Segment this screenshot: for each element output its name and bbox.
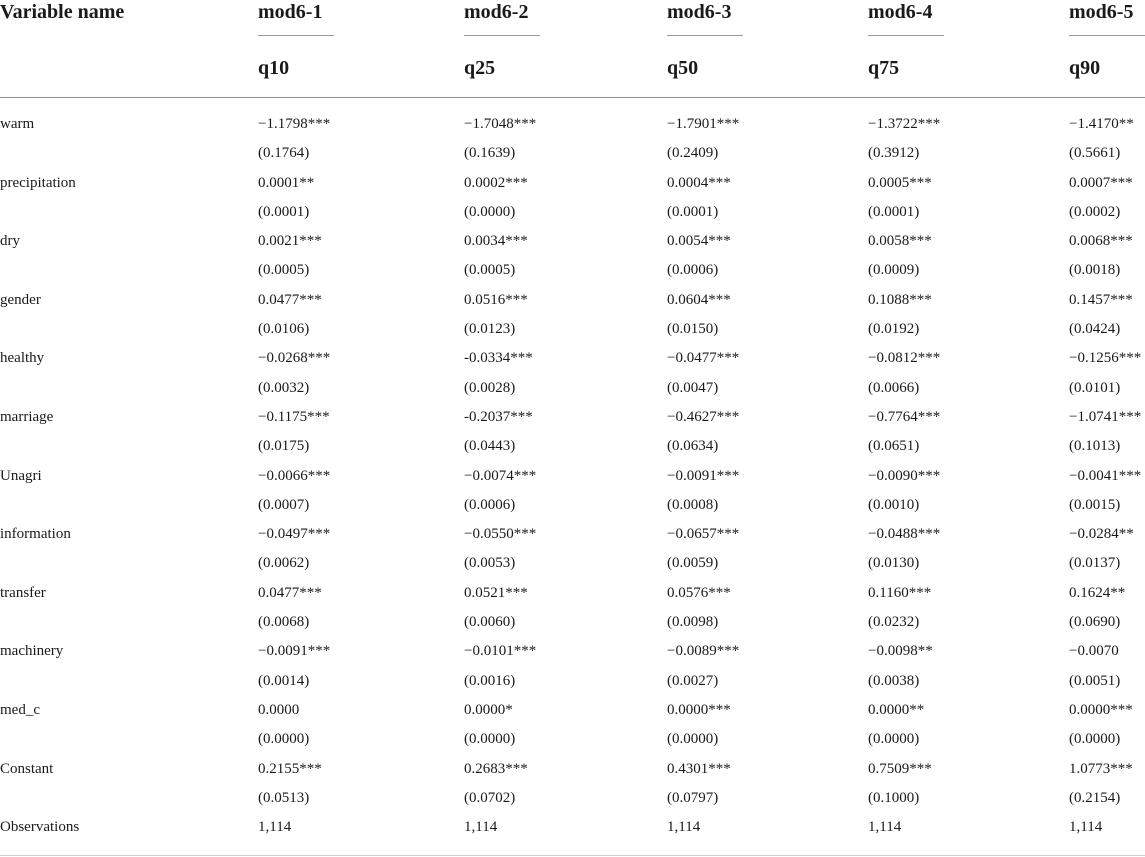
standard-error-cell: (0.0032) bbox=[258, 379, 310, 396]
coefficient-row bbox=[0, 637, 1145, 666]
observations-cell: 1,114 bbox=[667, 819, 701, 836]
observations-label: Observations bbox=[0, 819, 80, 836]
standard-error-cell: (0.0192) bbox=[868, 321, 920, 338]
coefficient-cell: 0.0000*** bbox=[667, 701, 731, 718]
empty-cell bbox=[0, 256, 258, 285]
coefficient-cell: 0.1088*** bbox=[868, 291, 932, 308]
coefficient-cell: 0.4301*** bbox=[667, 760, 731, 777]
coefficient-cell: −0.0477*** bbox=[667, 350, 740, 367]
model-header-3: mod6-3 bbox=[667, 0, 868, 52]
coefficient-cell: −0.0091*** bbox=[258, 643, 331, 660]
coefficient-cell: 0.1457*** bbox=[1069, 291, 1133, 308]
empty-cell bbox=[0, 667, 258, 696]
coefficient-cell: 0.0521*** bbox=[464, 584, 528, 601]
standard-error-cell: (0.2409) bbox=[667, 145, 719, 162]
coefficient-cell: −0.0497*** bbox=[258, 526, 331, 543]
variable-name-cell: transfer bbox=[0, 584, 46, 601]
standard-error-cell: (0.0014) bbox=[258, 672, 310, 689]
standard-error-cell: (0.3912) bbox=[868, 145, 920, 162]
empty-cell bbox=[0, 432, 258, 461]
standard-error-cell: (0.0066) bbox=[868, 379, 920, 396]
empty-cell bbox=[0, 784, 258, 813]
coefficient-cell: −0.0070 bbox=[1069, 643, 1119, 660]
variable-name-cell: precipitation bbox=[0, 174, 76, 191]
model-header-4: mod6-4 bbox=[868, 0, 1069, 52]
coefficient-cell: 0.7509*** bbox=[868, 760, 932, 777]
standard-error-cell: (0.0000) bbox=[667, 731, 719, 748]
empty-cell bbox=[0, 549, 258, 578]
coefficient-cell: 0.0000** bbox=[868, 701, 925, 718]
coefficient-cell: 0.0058*** bbox=[868, 233, 932, 250]
standard-error-cell: (0.0002) bbox=[1069, 203, 1121, 220]
header-underline bbox=[258, 35, 334, 36]
standard-error-row bbox=[0, 608, 1145, 637]
standard-error-cell: (0.0424) bbox=[1069, 321, 1121, 338]
table-header bbox=[0, 0, 1145, 98]
coefficient-cell: −0.0550*** bbox=[464, 526, 537, 543]
coefficient-row bbox=[0, 169, 1145, 198]
coefficient-cell: 0.0034*** bbox=[464, 233, 528, 250]
empty-cell bbox=[0, 608, 258, 637]
coefficient-cell: 0.0000 bbox=[258, 701, 300, 718]
standard-error-row bbox=[0, 256, 1145, 285]
coefficient-cell: −0.0268*** bbox=[258, 350, 331, 367]
coefficient-cell: 0.0000* bbox=[464, 701, 513, 718]
coefficient-row bbox=[0, 462, 1145, 491]
standard-error-row bbox=[0, 491, 1145, 520]
model-header-1: mod6-1 bbox=[258, 0, 464, 52]
standard-error-cell: (0.0007) bbox=[258, 496, 310, 513]
variable-name-cell: Constant bbox=[0, 760, 54, 777]
empty-cell bbox=[0, 139, 258, 168]
coefficient-cell: −0.0091*** bbox=[667, 467, 740, 484]
coefficient-cell: 0.0005*** bbox=[868, 174, 932, 191]
coefficient-cell: 0.0002*** bbox=[464, 174, 528, 191]
standard-error-cell: (0.5661) bbox=[1069, 145, 1121, 162]
standard-error-cell: (0.0047) bbox=[667, 379, 719, 396]
standard-error-cell: (0.1764) bbox=[258, 145, 310, 162]
quantile-header-1: q10 bbox=[258, 52, 464, 98]
standard-error-cell: (0.0009) bbox=[868, 262, 920, 279]
standard-error-row bbox=[0, 374, 1145, 403]
observations-cell: 1,114 bbox=[868, 819, 902, 836]
coefficient-cell: −0.4627*** bbox=[667, 408, 740, 425]
quantile-header-4: q75 bbox=[868, 52, 1069, 98]
standard-error-cell: (0.1639) bbox=[464, 145, 516, 162]
coefficient-row bbox=[0, 344, 1145, 373]
standard-error-cell: (0.0028) bbox=[464, 379, 516, 396]
coefficient-cell: −0.0090*** bbox=[868, 467, 941, 484]
coefficient-cell: −1.7901*** bbox=[667, 116, 740, 132]
observations-cell: 1,114 bbox=[1069, 819, 1103, 836]
standard-error-row bbox=[0, 725, 1145, 754]
standard-error-row bbox=[0, 139, 1145, 168]
standard-error-cell: (0.0015) bbox=[1069, 496, 1121, 513]
standard-error-cell: (0.0634) bbox=[667, 438, 719, 455]
variable-name-cell: marriage bbox=[0, 408, 54, 425]
standard-error-row bbox=[0, 784, 1145, 813]
coefficient-row bbox=[0, 403, 1145, 432]
standard-error-cell: (0.0123) bbox=[464, 321, 516, 338]
standard-error-cell: (0.0005) bbox=[464, 262, 516, 279]
coefficient-row bbox=[0, 110, 1145, 139]
coefficient-cell: -0.2037*** bbox=[464, 408, 533, 425]
variable-name-cell: healthy bbox=[0, 350, 45, 367]
coefficient-cell: 0.0021*** bbox=[258, 233, 322, 250]
standard-error-cell: (0.0175) bbox=[258, 438, 310, 455]
standard-error-cell: (0.0443) bbox=[464, 438, 516, 455]
header-underline bbox=[464, 35, 540, 36]
observations-cell: 1,114 bbox=[464, 819, 498, 836]
coefficient-cell: −0.0488*** bbox=[868, 526, 941, 543]
standard-error-cell: (0.0098) bbox=[667, 614, 719, 631]
coefficient-cell: −0.1256*** bbox=[1069, 350, 1142, 367]
coefficient-cell: 0.0054*** bbox=[667, 233, 731, 250]
standard-error-cell: (0.0062) bbox=[258, 555, 310, 572]
coefficient-cell: −0.0074*** bbox=[464, 467, 537, 484]
variable-name-cell: information bbox=[0, 526, 71, 543]
standard-error-cell: (0.0137) bbox=[1069, 555, 1121, 572]
observations-row bbox=[0, 813, 1145, 842]
coefficient-cell: −0.7764*** bbox=[868, 408, 941, 425]
coefficient-cell: 0.0007*** bbox=[1069, 174, 1133, 191]
standard-error-row bbox=[0, 198, 1145, 227]
standard-error-cell: (0.0001) bbox=[868, 203, 920, 220]
coefficient-cell: −1.7048*** bbox=[464, 116, 537, 132]
standard-error-cell: (0.0051) bbox=[1069, 672, 1121, 689]
coefficient-cell: −0.1175*** bbox=[258, 408, 330, 425]
coefficient-cell: 1.0773*** bbox=[1069, 760, 1133, 777]
standard-error-row bbox=[0, 549, 1145, 578]
standard-error-cell: (0.0006) bbox=[464, 496, 516, 513]
standard-error-cell: (0.0232) bbox=[868, 614, 920, 631]
variable-name-cell: dry bbox=[0, 233, 20, 250]
coefficient-row bbox=[0, 755, 1145, 784]
coefficient-cell: 0.0576*** bbox=[667, 584, 731, 601]
standard-error-cell: (0.2154) bbox=[1069, 789, 1121, 806]
standard-error-row bbox=[0, 315, 1145, 344]
variable-name-cell: machinery bbox=[0, 643, 64, 660]
coefficient-cell: −0.0098** bbox=[868, 643, 933, 660]
standard-error-cell: (0.0513) bbox=[258, 789, 310, 806]
coefficient-cell: -0.0334*** bbox=[464, 350, 533, 367]
standard-error-cell: (0.0060) bbox=[464, 614, 516, 631]
standard-error-cell: (0.0000) bbox=[464, 203, 516, 220]
standard-error-cell: (0.0150) bbox=[667, 321, 719, 338]
table-bottom-rule bbox=[0, 855, 1145, 856]
model-header-row bbox=[0, 0, 1145, 52]
table-body bbox=[0, 98, 1145, 843]
standard-error-cell: (0.0006) bbox=[667, 262, 719, 279]
standard-error-cell: (0.0005) bbox=[258, 262, 310, 279]
coefficient-cell: 0.2683*** bbox=[464, 760, 528, 777]
coefficient-cell: −1.0741*** bbox=[1069, 408, 1142, 425]
coefficient-cell: 0.0604*** bbox=[667, 291, 731, 308]
variable-name-cell: warm bbox=[0, 116, 35, 132]
standard-error-cell: (0.0027) bbox=[667, 672, 719, 689]
empty-cell bbox=[0, 725, 258, 754]
standard-error-cell: (0.1013) bbox=[1069, 438, 1121, 455]
empty-cell bbox=[0, 374, 258, 403]
standard-error-cell: (0.0038) bbox=[868, 672, 920, 689]
standard-error-cell: (0.0702) bbox=[464, 789, 516, 806]
coefficient-cell: 0.0004*** bbox=[667, 174, 731, 191]
coefficient-cell: −0.0812*** bbox=[868, 350, 941, 367]
header-underline bbox=[1069, 35, 1145, 36]
coefficient-cell: 0.1160*** bbox=[868, 584, 932, 601]
coefficient-cell: 0.0477*** bbox=[258, 291, 322, 308]
standard-error-cell: (0.0008) bbox=[667, 496, 719, 513]
quantile-header-empty bbox=[0, 52, 258, 98]
coefficient-cell: −0.0657*** bbox=[667, 526, 740, 543]
standard-error-cell: (0.0016) bbox=[464, 672, 516, 689]
standard-error-cell: (0.0018) bbox=[1069, 262, 1121, 279]
coefficient-row bbox=[0, 696, 1145, 725]
coefficient-cell: 0.0068*** bbox=[1069, 233, 1133, 250]
quantile-header-2: q25 bbox=[464, 52, 667, 98]
standard-error-cell: (0.0001) bbox=[667, 203, 719, 220]
standard-error-cell: (0.0000) bbox=[464, 731, 516, 748]
standard-error-cell: (0.0106) bbox=[258, 321, 310, 338]
variable-name-header: Variable name bbox=[0, 1, 125, 23]
coefficient-row bbox=[0, 227, 1145, 256]
coefficient-cell: −0.0066*** bbox=[258, 467, 331, 484]
standard-error-cell: (0.0130) bbox=[868, 555, 920, 572]
standard-error-cell: (0.0001) bbox=[258, 203, 310, 220]
quantile-header-5: q90 bbox=[1069, 52, 1145, 98]
coefficient-cell: 0.2155*** bbox=[258, 760, 322, 777]
coefficient-cell: 0.0000*** bbox=[1069, 701, 1133, 718]
standard-error-cell: (0.1000) bbox=[868, 789, 920, 806]
coefficient-cell: −1.1798*** bbox=[258, 116, 331, 132]
standard-error-cell: (0.0068) bbox=[258, 614, 310, 631]
variable-name-cell: Unagri bbox=[0, 467, 42, 484]
coefficient-cell: −0.0284** bbox=[1069, 526, 1134, 543]
standard-error-cell: (0.0010) bbox=[868, 496, 920, 513]
body-top-spacer bbox=[0, 98, 1145, 111]
coefficient-cell: 0.0477*** bbox=[258, 584, 322, 601]
coefficient-cell: −1.4170** bbox=[1069, 116, 1134, 132]
standard-error-cell: (0.0059) bbox=[667, 555, 719, 572]
quantile-header-row bbox=[0, 52, 1145, 98]
standard-error-cell: (0.0053) bbox=[464, 555, 516, 572]
quantile-header-3: q50 bbox=[667, 52, 868, 98]
variable-name-cell: gender bbox=[0, 291, 41, 308]
coefficient-row bbox=[0, 286, 1145, 315]
variable-name-cell: med_c bbox=[0, 701, 40, 718]
model-header-5: mod6-5 bbox=[1069, 0, 1145, 52]
header-underline bbox=[868, 35, 944, 36]
standard-error-row bbox=[0, 432, 1145, 461]
model-header-2: mod6-2 bbox=[464, 0, 667, 52]
standard-error-cell: (0.0690) bbox=[1069, 614, 1121, 631]
coefficient-cell: −0.0089*** bbox=[667, 643, 740, 660]
empty-cell bbox=[0, 491, 258, 520]
standard-error-cell: (0.0000) bbox=[868, 731, 920, 748]
empty-cell bbox=[0, 315, 258, 344]
standard-error-cell: (0.0101) bbox=[1069, 379, 1121, 396]
coefficient-cell: −0.0101*** bbox=[464, 643, 537, 660]
standard-error-cell: (0.0651) bbox=[868, 438, 920, 455]
coefficient-cell: 0.0516*** bbox=[464, 291, 528, 308]
coefficient-row bbox=[0, 579, 1145, 608]
standard-error-cell: (0.0000) bbox=[1069, 731, 1121, 748]
header-underline bbox=[667, 35, 743, 36]
standard-error-cell: (0.0797) bbox=[667, 789, 719, 806]
observations-cell: 1,114 bbox=[258, 819, 292, 836]
standard-error-cell: (0.0000) bbox=[258, 731, 310, 748]
empty-cell bbox=[0, 198, 258, 227]
coefficient-row bbox=[0, 520, 1145, 549]
coefficient-cell: −1.3722*** bbox=[868, 116, 941, 132]
coefficient-cell: −0.0041*** bbox=[1069, 467, 1142, 484]
coefficient-cell: 0.0001** bbox=[258, 174, 315, 191]
coefficient-cell: 0.1624** bbox=[1069, 584, 1126, 601]
standard-error-row bbox=[0, 667, 1145, 696]
